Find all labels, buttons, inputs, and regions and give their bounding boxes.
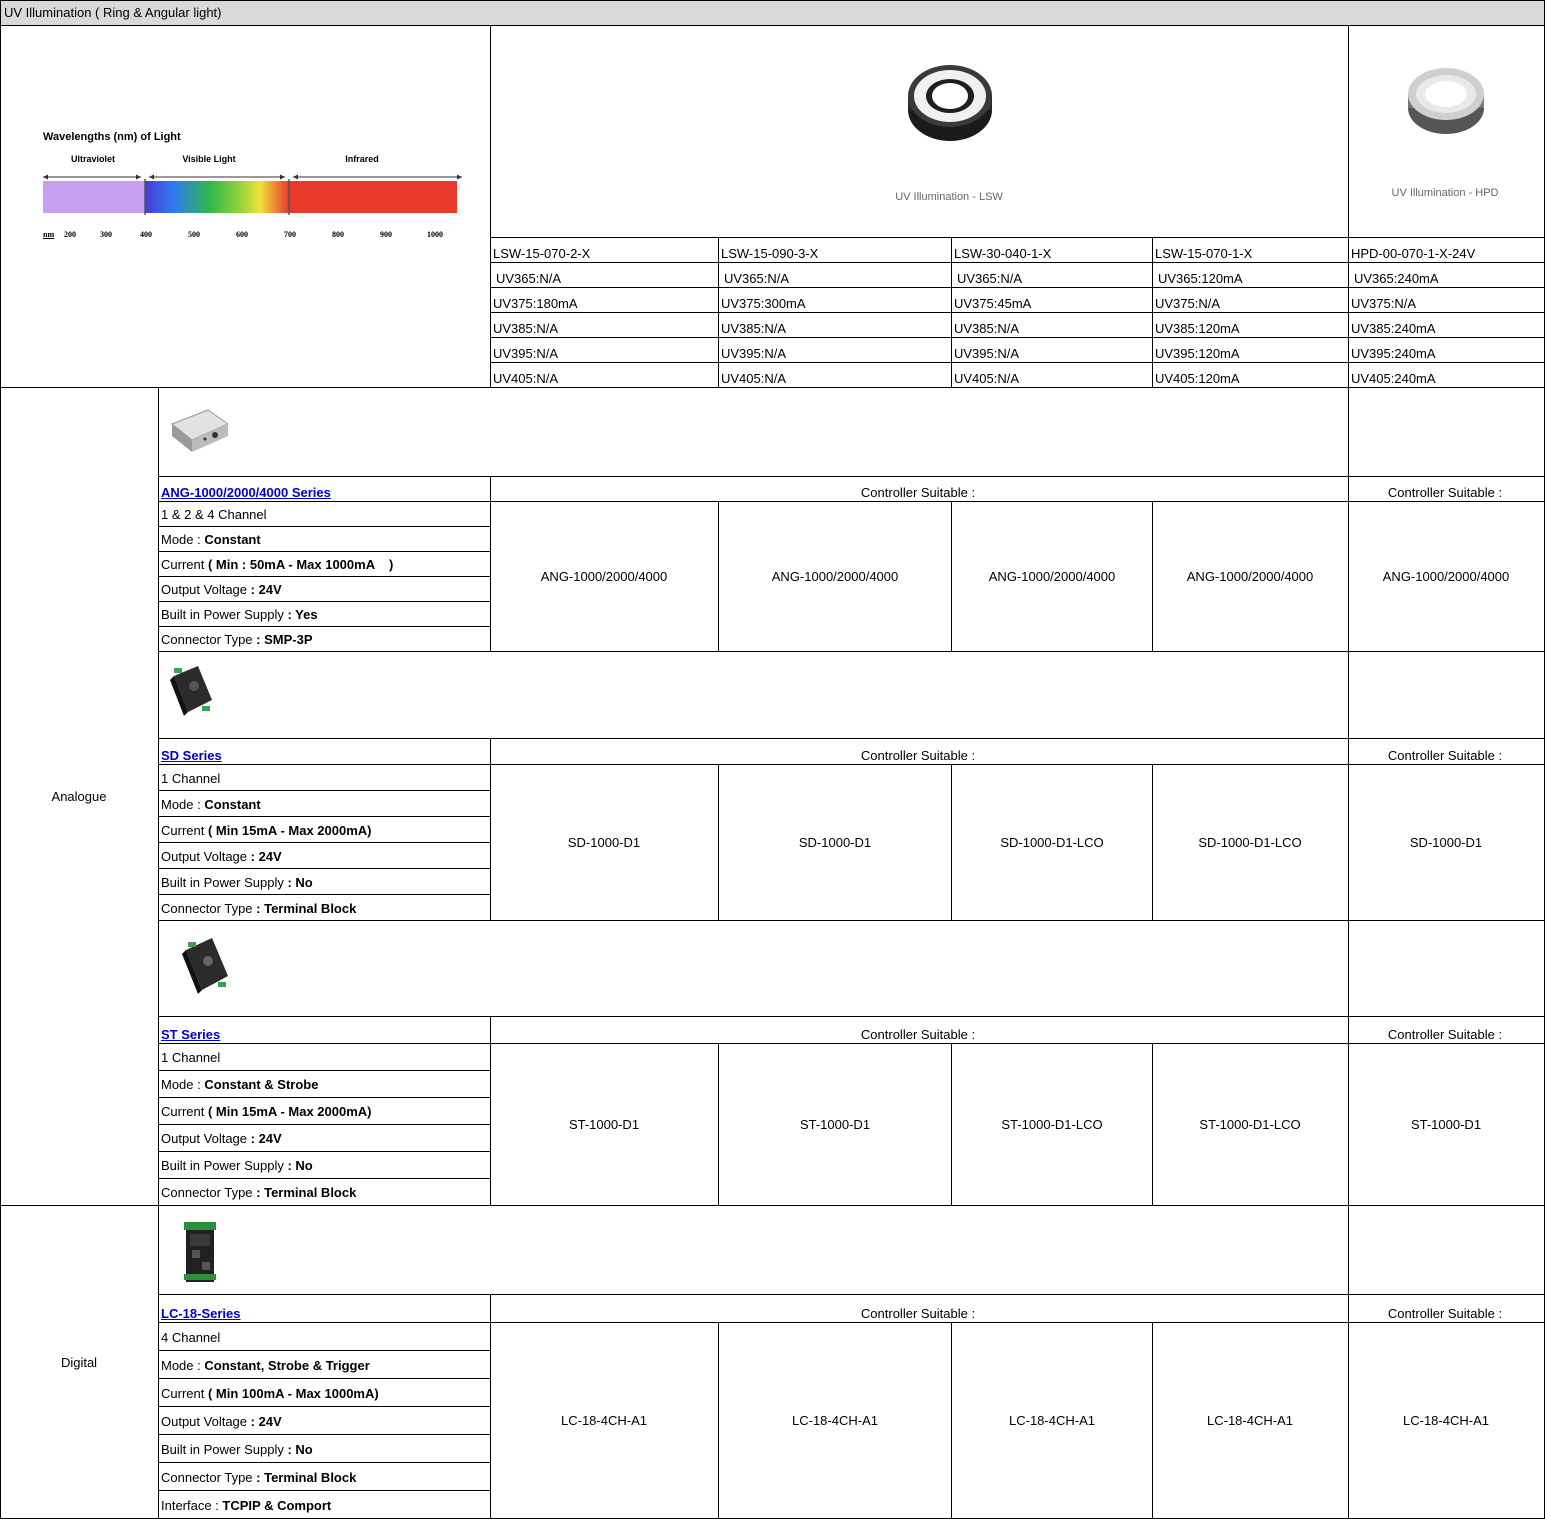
current-cell: UV365:N/A	[724, 271, 790, 286]
current-cell: UV365:N/A	[496, 271, 562, 286]
spec-row: Built in Power Supply : No	[161, 875, 313, 890]
spec-row: Built in Power Supply : Yes	[161, 607, 318, 622]
current-cell: UV385:240mA	[1351, 321, 1436, 336]
channel-count: 1 Channel	[161, 1050, 221, 1065]
spectrum-tick: 700	[284, 230, 296, 239]
spectrum-tick: 1000	[427, 230, 443, 239]
spec-row: Mode : Constant, Strobe & Trigger	[161, 1358, 370, 1373]
spec-row: Interface : TCPIP & Comport	[161, 1498, 332, 1513]
spec-row: Connector Type : Terminal Block	[161, 901, 357, 916]
suitable-model: LC-18-4CH-A1	[1403, 1413, 1489, 1428]
spec-row: Connector Type : SMP-3P	[161, 632, 313, 647]
spectrum-tick: 800	[332, 230, 344, 239]
suitable-model: LC-18-4CH-A1	[792, 1413, 878, 1428]
current-cell: UV405:N/A	[493, 371, 559, 386]
current-cell: UV365:120mA	[1158, 271, 1243, 286]
suitable-model: ST-1000-D1	[799, 1117, 871, 1132]
controller-suitable-label: Controller Suitable :	[1387, 1306, 1503, 1321]
current-cell: UV395:120mA	[1155, 346, 1240, 361]
current-cell: UV365:N/A	[957, 271, 1023, 286]
current-cell: UV385:N/A	[721, 321, 787, 336]
controller-suitable-label: Controller Suitable :	[1387, 485, 1503, 500]
current-cell: UV365:240mA	[1354, 271, 1439, 286]
model-name: HPD-00-070-1-X-24V	[1351, 246, 1476, 261]
suitable-model: SD-1000-D1	[1409, 835, 1483, 850]
suitable-model: ANG-1000/2000/4000	[1382, 569, 1510, 584]
spec-row: Output Voltage : 24V	[161, 849, 282, 864]
controller-suitable-label: Controller Suitable :	[860, 1306, 976, 1321]
current-cell: UV375:N/A	[1155, 296, 1221, 311]
spec-row: Output Voltage : 24V	[161, 1131, 282, 1146]
spectrum-tick: 900	[380, 230, 392, 239]
current-cell: UV395:N/A	[954, 346, 1020, 361]
controller-suitable-label: Controller Suitable :	[1387, 748, 1503, 763]
spectrum-heading: Wavelengths (nm) of Light	[43, 131, 181, 143]
hpd-ring-light-image	[1404, 64, 1488, 136]
spectrum-tick: 400	[140, 230, 152, 239]
current-cell: UV375:180mA	[493, 296, 578, 311]
spec-row: Built in Power Supply : No	[161, 1158, 313, 1173]
spec-row: Connector Type : Terminal Block	[161, 1470, 357, 1485]
suitable-model: SD-1000-D1	[567, 835, 641, 850]
st-series-link[interactable]: ST Series	[161, 1027, 221, 1042]
suitable-model: LC-18-4CH-A1	[1207, 1413, 1293, 1428]
current-cell: UV405:120mA	[1155, 371, 1240, 386]
lsw-caption: UV Illumination - LSW	[895, 191, 1003, 203]
lsw-ring-light-image	[905, 60, 995, 144]
spec-row: Built in Power Supply : No	[161, 1442, 313, 1457]
sd-series-link[interactable]: SD Series	[161, 748, 222, 763]
category-analogue: Analogue	[51, 789, 107, 804]
spec-row: Mode : Constant	[161, 532, 261, 547]
current-cell: UV405:240mA	[1351, 371, 1436, 386]
suitable-model: SD-1000-D1-LCO	[1000, 835, 1104, 850]
st-controller-image	[180, 934, 236, 996]
ang-series-link[interactable]: ANG-1000/2000/4000 Series	[161, 485, 331, 500]
spectrum-bar	[38, 168, 468, 220]
suitable-model: ST-1000-D1	[568, 1117, 640, 1132]
ang-controller-image	[168, 406, 232, 456]
suitable-model: SD-1000-D1-LCO	[1198, 835, 1302, 850]
spectrum-tick: 300	[100, 230, 112, 239]
current-cell: UV375:45mA	[954, 296, 1032, 311]
hpd-caption: UV Illumination - HPD	[1391, 187, 1499, 199]
current-cell: UV375:N/A	[1351, 296, 1417, 311]
controller-suitable-label: Controller Suitable :	[860, 485, 976, 500]
suitable-model: ANG-1000/2000/4000	[1186, 569, 1314, 584]
suitable-model: LC-18-4CH-A1	[561, 1413, 647, 1428]
suitable-model: ST-1000-D1-LCO	[1001, 1117, 1103, 1132]
suitable-model: ST-1000-D1	[1410, 1117, 1482, 1132]
current-cell: UV395:240mA	[1351, 346, 1436, 361]
spec-row: Current ( Min 15mA - Max 2000mA)	[161, 1104, 372, 1119]
spec-row: Output Voltage : 24V	[161, 1414, 282, 1429]
current-cell: UV395:N/A	[721, 346, 787, 361]
current-cell: UV375:300mA	[721, 296, 806, 311]
title-bar	[0, 0, 1545, 26]
sd-controller-image	[168, 662, 220, 720]
current-cell: UV385:N/A	[954, 321, 1020, 336]
channel-count: 4 Channel	[161, 1330, 221, 1345]
suitable-model: ST-1000-D1-LCO	[1199, 1117, 1301, 1132]
controller-suitable-label: Controller Suitable :	[860, 1027, 976, 1042]
suitable-model: ANG-1000/2000/4000	[540, 569, 668, 584]
spectrum-tick: 500	[188, 230, 200, 239]
suitable-model: ANG-1000/2000/4000	[771, 569, 899, 584]
spec-row: Current ( Min : 50mA - Max 1000mA )	[161, 557, 394, 572]
band-visible: Visible Light	[182, 154, 236, 164]
spec-row: Current ( Min 100mA - Max 1000mA)	[161, 1386, 379, 1401]
spectrum-tick: 200	[64, 230, 76, 239]
spec-row: Output Voltage : 24V	[161, 582, 282, 597]
suitable-model: LC-18-4CH-A1	[1009, 1413, 1095, 1428]
model-name: LSW-15-070-1-X	[1155, 246, 1253, 261]
current-cell: UV385:N/A	[493, 321, 559, 336]
lc-controller-image	[180, 1218, 220, 1286]
controller-suitable-label: Controller Suitable :	[860, 748, 976, 763]
suitable-model: SD-1000-D1	[798, 835, 872, 850]
band-infrared: Infrared	[345, 154, 379, 164]
spectrum-tick: 600	[236, 230, 248, 239]
spec-row: Current ( Min 15mA - Max 2000mA)	[161, 823, 372, 838]
channel-count: 1 & 2 & 4 Channel	[161, 507, 267, 522]
band-ultraviolet: Ultraviolet	[70, 154, 116, 164]
current-cell: UV395:N/A	[493, 346, 559, 361]
lc-series-link[interactable]: LC-18-Series	[161, 1306, 241, 1321]
suitable-model: ANG-1000/2000/4000	[988, 569, 1116, 584]
channel-count: 1 Channel	[161, 771, 221, 786]
current-cell: UV385:120mA	[1155, 321, 1240, 336]
model-name: LSW-30-040-1-X	[954, 246, 1052, 261]
spectrum-unit: nm	[43, 230, 55, 239]
current-cell: UV405:N/A	[721, 371, 787, 386]
controller-suitable-label: Controller Suitable :	[1387, 1027, 1503, 1042]
model-name: LSW-15-090-3-X	[721, 246, 819, 261]
spec-row: Connector Type : Terminal Block	[161, 1185, 357, 1200]
spec-row: Mode : Constant & Strobe	[161, 1077, 319, 1092]
current-cell: UV405:N/A	[954, 371, 1020, 386]
category-digital: Digital	[60, 1355, 98, 1370]
sheet-title: UV Illumination ( Ring & Angular light)	[4, 5, 222, 20]
spec-row: Mode : Constant	[161, 797, 261, 812]
model-name: LSW-15-070-2-X	[493, 246, 591, 261]
